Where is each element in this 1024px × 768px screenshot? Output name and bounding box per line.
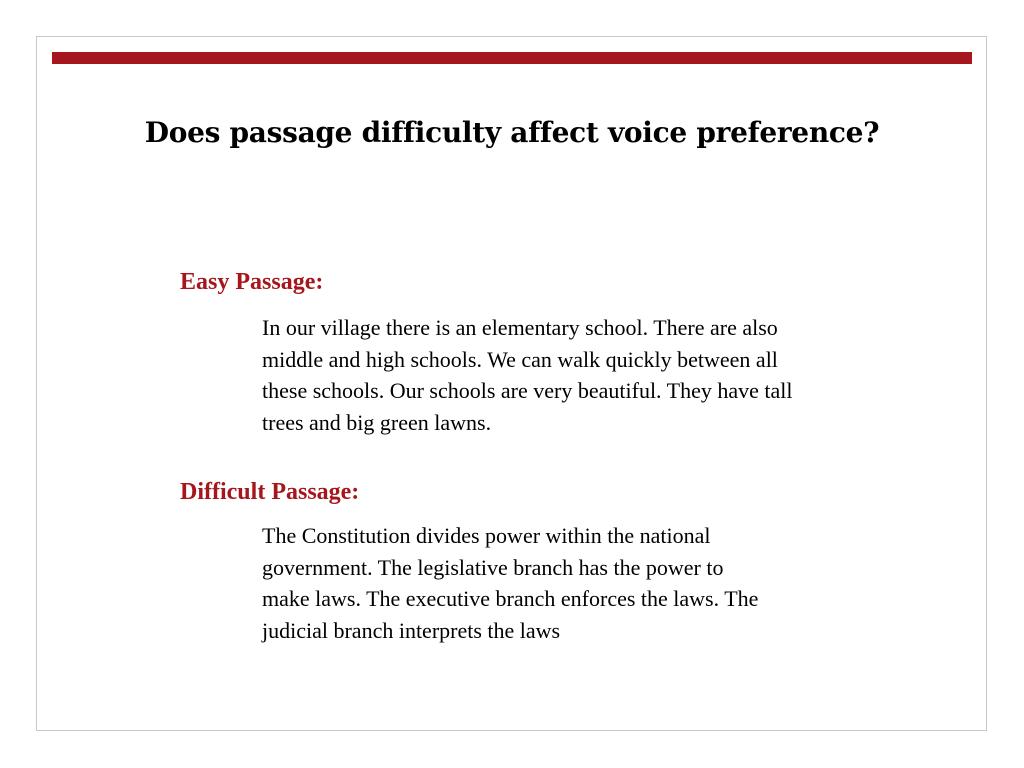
- slide-title: Does passage difficulty affect voice preference?: [144, 116, 880, 149]
- difficult-passage-text: [262, 520, 922, 646]
- difficult-passage-line: make laws. The executive branch enforces the laws. The: [262, 586, 759, 611]
- difficult-passage-heading: Difficult Passage:: [180, 479, 360, 505]
- difficult-passage-line: judicial branch interprets the laws: [262, 617, 561, 643]
- easy-passage-line: In our village there is an elementary school. There are also: [262, 315, 778, 340]
- easy-passage-line: middle and high schools. We can walk quickly between all: [262, 346, 778, 372]
- easy-passage-text: [262, 312, 922, 438]
- difficult-passage-line: The Constitution divides power within the national: [262, 523, 711, 548]
- easy-passage-line: these schools. Our schools are very beautiful. They have tall: [262, 378, 793, 403]
- easy-passage-heading: Easy Passage:: [180, 269, 324, 295]
- accent-bar: [52, 52, 972, 64]
- difficult-passage-line: government. The legislative branch has the power to: [262, 554, 724, 580]
- easy-passage-line: trees and big green lawns.: [262, 409, 492, 435]
